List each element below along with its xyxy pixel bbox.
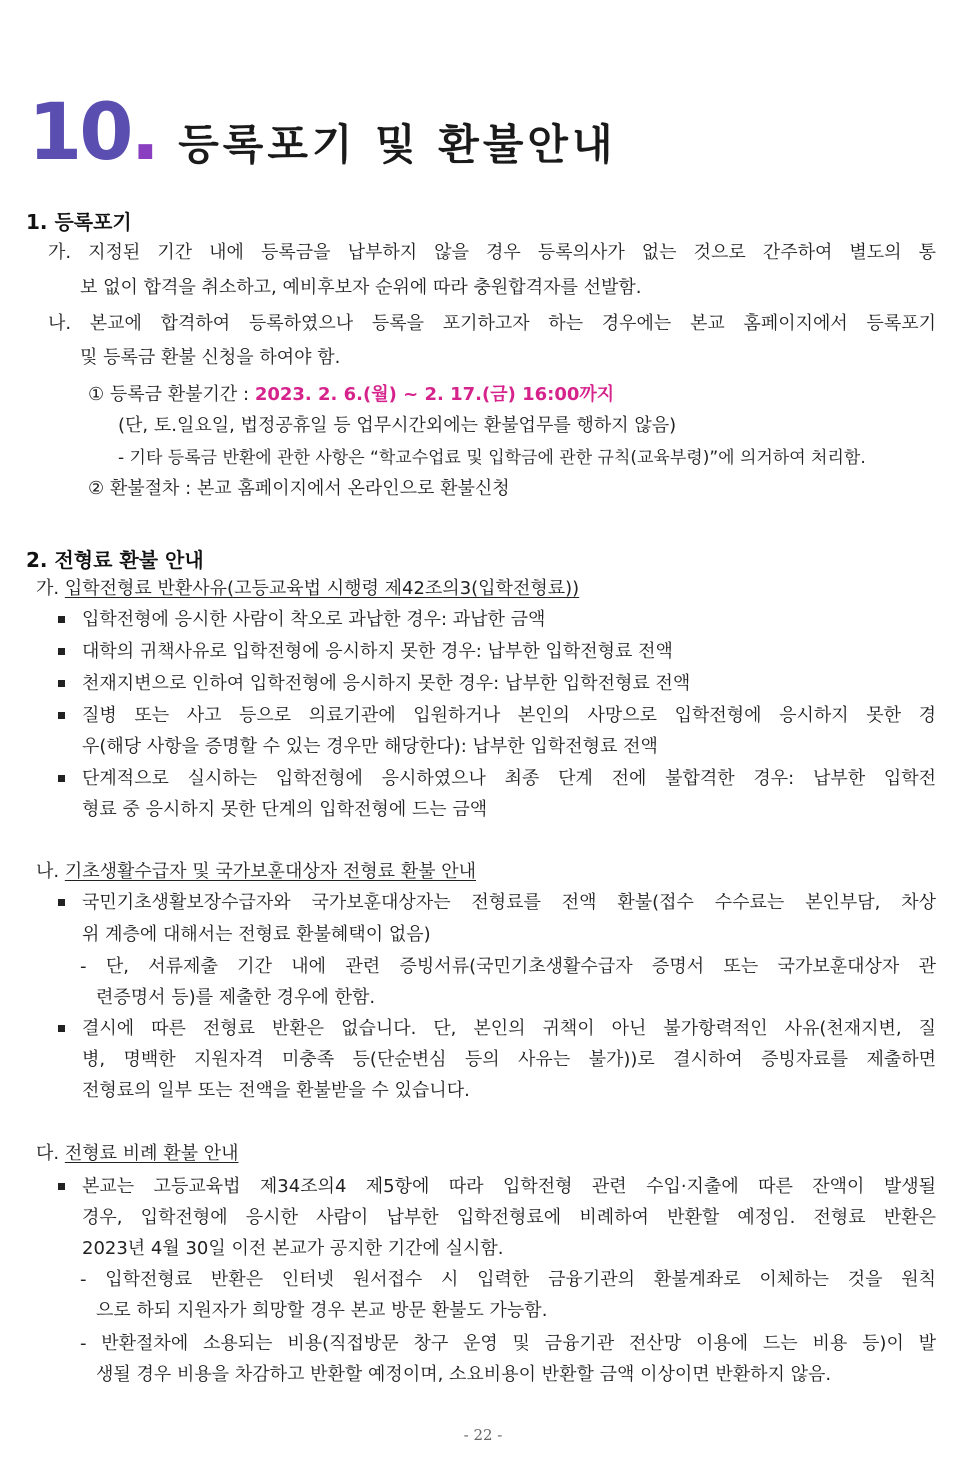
s2-ga-bullet1: 입학전형에 응시한 사람이 착오로 과납한 경우: 과납한 금액 [82, 609, 546, 630]
s2-ga-bullet3: 천재지변으로 인하여 입학전형에 응시하지 못한 경우: 납부한 입학전형료 전액 [82, 673, 691, 694]
s2-da-title: 전형료 비례 환불 안내 [64, 1143, 239, 1164]
s1-na-line2: 및 등록금 환불 신청을 하여야 함. [80, 347, 341, 368]
s1-refund-period: 2023. 2. 6.(월) ~ 2. 17.(금) 16:00까지 [254, 384, 615, 405]
chapter-heading [28, 88, 617, 178]
s1-item1-label: ① 등록금 환불기간 : [88, 384, 255, 405]
s2-na-prefix: 나. [36, 861, 65, 882]
s2-ga-bullet4-line2: 우(해당 사항을 증명할 수 있는 경우만 해당한다): 납부한 입학전형료 전액 [82, 736, 658, 757]
chapter-dot: . [130, 88, 161, 178]
s2-ga-bullet4-line1: 질병 또는 사고 등으로 의료기관에 입원하거나 본인의 사망으로 입학전형에 응시하지 못한 경 [82, 705, 936, 726]
section-2-heading: 2. 전형료 환불 안내 [26, 548, 204, 572]
page-number: - 22 - [463, 1426, 503, 1444]
s2-da-prefix: 다. [36, 1143, 65, 1164]
s2-da-bullet1-line1: 본교는 고등교육법 제34조의4 제5항에 따라 입학전형 관련 수입·지출에 따른 잔액이 발생될 [82, 1176, 936, 1197]
s2-na-bullet1-line1: 국민기초생활보장수급자와 국가보훈대상자는 전형료를 전액 환불(접수 수수료는 본인부담, 차상 [82, 892, 936, 913]
s2-na-title: 기초생활수급자 및 국가보훈대상자 전형료 환불 안내 [64, 861, 476, 882]
s2-ga-bullet5-line2: 형료 중 응시하지 못한 단계의 입학전형에 드는 금액 [82, 799, 488, 820]
bullet-icon [58, 616, 65, 623]
bullet-icon [58, 899, 65, 906]
s1-item1-note1: (단, 토.일요일, 법정공휴일 등 업무시간외에는 환불업무를 행하지 않음) [118, 415, 677, 436]
chapter-title: 등록포기 및 환불안내 [178, 120, 617, 169]
bullet-icon [58, 1183, 65, 1190]
s2-da-dash2-line1: - 반환절차에 소용되는 비용(직접방문 창구 운영 및 금융기관 전산망 이용에 드는 비용 등)이 발 [80, 1333, 936, 1354]
s2-na-bullet2-line3: 전형료의 일부 또는 전액을 환불받을 수 있습니다. [82, 1080, 470, 1101]
s1-item1 [88, 384, 614, 406]
s2-na-dash1-line1: - 단, 서류제출 기간 내에 관련 증빙서류(국민기초생활수급자 증명서 또는 국가보훈대상자 관 [80, 956, 936, 977]
s2-ga-prefix: 가. [36, 578, 65, 599]
bullet-icon [58, 775, 65, 782]
s1-ga-line2: 보 없이 합격을 취소하고, 예비후보자 순위에 따라 충원합격자를 선발함. [80, 277, 642, 298]
s2-na-dash1-line2: 련증명서 등)를 제출한 경우에 한함. [96, 987, 376, 1008]
s2-na-bullet2-line2: 병, 명백한 지원자격 미충족 등(단순변심 등의 사유는 불가))로 결시하여 증빙자료를 제출하면 [82, 1049, 936, 1070]
s2-da-heading [36, 1143, 239, 1165]
s2-ga-bullet5-line1: 단계적으로 실시하는 입학전형에 응시하였으나 최종 단계 전에 불합격한 경우: 납부한 입학전 [82, 768, 936, 789]
chapter-number: 10 [28, 88, 131, 178]
s2-da-dash2-line2: 생될 경우 비용을 차감하고 반환할 예정이며, 소요비용이 반환할 금액 이상이면 반환하지 않음. [96, 1364, 832, 1385]
bullet-icon [58, 712, 65, 719]
s1-na-line1: 나. 본교에 합격하여 등록하였으나 등록을 포기하고자 하는 경우에는 본교 홈페이지에서 등록포기 [48, 313, 936, 334]
s1-ga-line1: 가. 지정된 기간 내에 등록금을 납부하지 않을 경우 등록의사가 없는 것으로 간주하여 별도의 통 [48, 242, 936, 263]
s2-ga-title: 입학전형료 반환사유(고등교육법 시행령 제42조의3(입학전형료)) [64, 578, 580, 599]
section-1-heading: 1. 등록포기 [26, 210, 132, 234]
s2-na-bullet1-line2: 위 계층에 대해서는 전형료 환불혜택이 없음) [82, 924, 431, 945]
s2-da-bullet1-line2: 경우, 입학전형에 응시한 사람이 납부한 입학전형료에 비례하여 반환할 예정임. 전형료 반환은 [82, 1207, 936, 1228]
s2-na-heading [36, 861, 476, 883]
s2-ga-bullet2: 대학의 귀책사유로 입학전형에 응시하지 못한 경우: 납부한 입학전형료 전액 [82, 641, 673, 662]
s1-item2: ② 환불절차 : 본교 홈페이지에서 온라인으로 환불신청 [88, 478, 510, 499]
bullet-icon [58, 1025, 65, 1032]
s2-da-dash1-line1: - 입학전형료 반환은 인터넷 원서접수 시 입력한 금융기관의 환불계좌로 이체하는 것을 원칙 [80, 1269, 936, 1290]
s2-na-bullet2-line1: 결시에 따른 전형료 반환은 없습니다. 단, 본인의 귀책이 아닌 불가항력적인 사유(천재지변, 질 [82, 1018, 936, 1039]
s2-ga-heading [36, 578, 579, 600]
s2-da-bullet1-line3: 2023년 4월 30일 이전 본교가 공지한 기간에 실시함. [82, 1238, 504, 1259]
s2-da-dash1-line2: 으로 하되 지원자가 희망할 경우 본교 방문 환불도 가능함. [96, 1300, 548, 1321]
bullet-icon [58, 680, 65, 687]
bullet-icon [58, 648, 65, 655]
s1-item1-note2: - 기타 등록금 반환에 관한 사항은 “학교수업료 및 입학금에 관한 규칙(교육부령)”에 의거하여 처리함. [118, 448, 866, 468]
